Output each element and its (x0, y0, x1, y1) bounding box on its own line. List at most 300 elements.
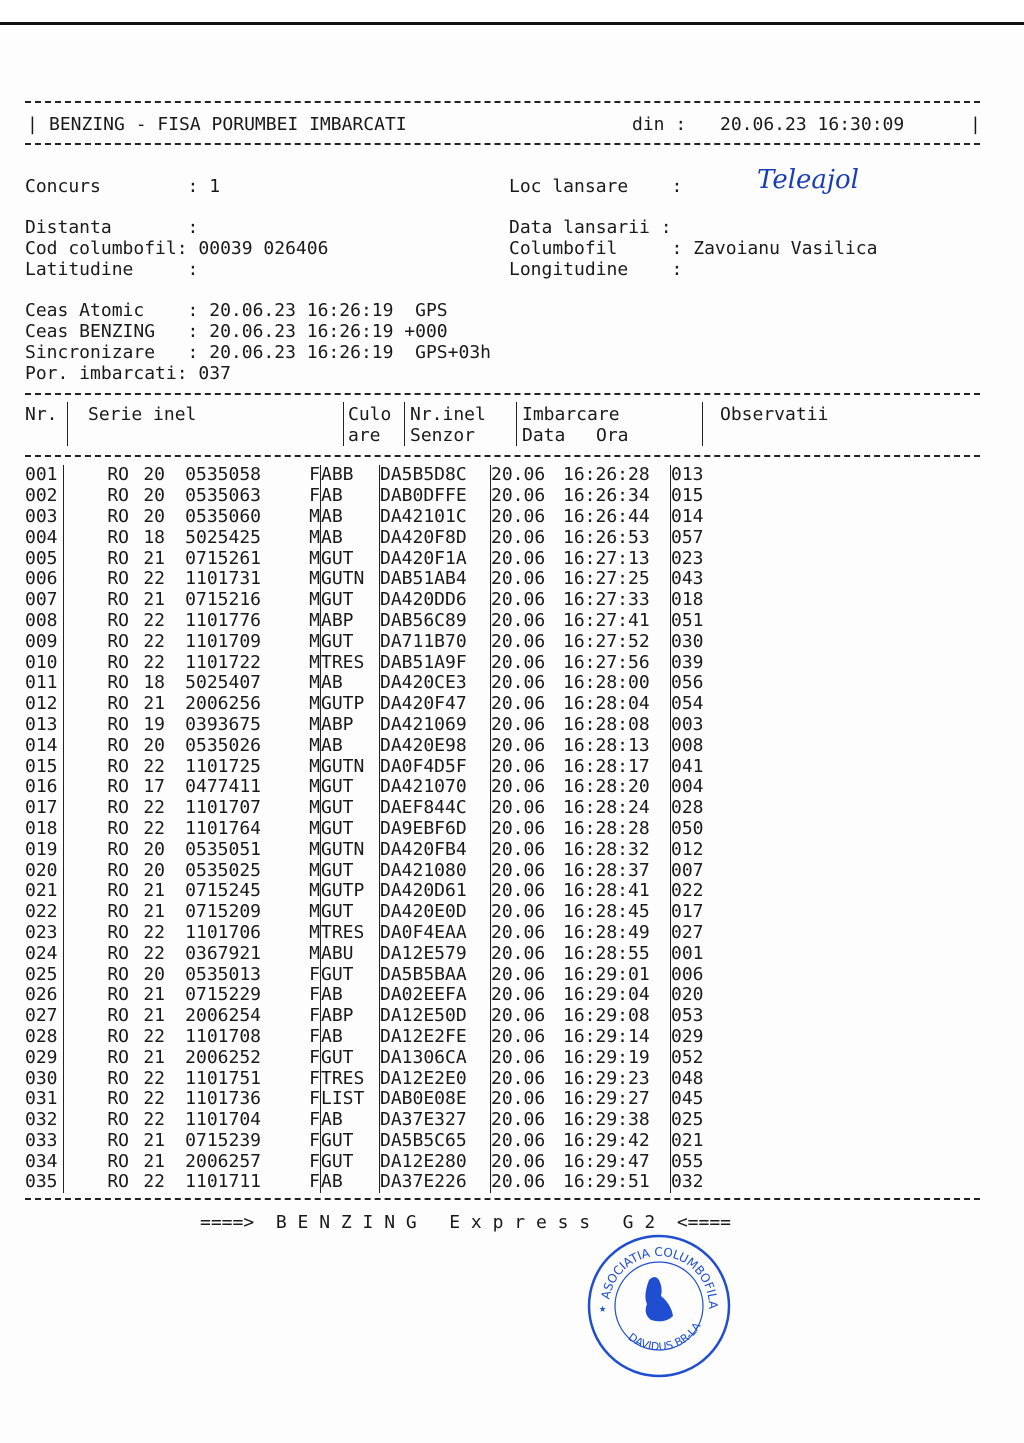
ring-country: RO (107, 1088, 129, 1110)
ring-number: 2006257 (185, 1150, 261, 1172)
embark-time: 16:29:04 (563, 985, 671, 1006)
sensor-id: DA1306CA (380, 1047, 491, 1068)
embark-time: 16:28:45 (563, 902, 671, 923)
row-number: 018 (25, 819, 64, 840)
ring-number: 1101764 (185, 817, 261, 839)
color: AB (321, 507, 380, 528)
ring-year: 20 (143, 464, 165, 486)
ring-country: RO (107, 1109, 129, 1131)
embark-date: 20.06 (491, 963, 546, 985)
embark-time: 16:28:08 (563, 715, 671, 736)
table-row (25, 881, 704, 902)
color: ABP (321, 611, 380, 632)
embark-time: 16:28:00 (563, 673, 671, 694)
embark-date: 20.06 (491, 485, 546, 507)
pigeon-table (25, 465, 704, 1193)
embark-time: 16:29:27 (563, 1089, 671, 1110)
embark-time: 16:28:41 (563, 881, 671, 902)
ring-number: 0535025 (185, 859, 261, 881)
observation: 053 (671, 1005, 704, 1027)
embark-time: 16:29:23 (563, 1068, 671, 1089)
embark-time: 16:28:17 (563, 756, 671, 777)
sensor-id: DAB56C89 (380, 611, 491, 632)
ring-country: RO (107, 651, 129, 673)
embark-date: 20.06 (491, 1109, 546, 1131)
embark-date: 20.06 (491, 734, 546, 756)
embark-date: 20.06 (491, 713, 546, 735)
ring-country: RO (107, 713, 129, 735)
sex: M (261, 652, 321, 673)
columbofil-field: Columbofil : Zavoianu Vasilica (509, 238, 878, 259)
sex: M (261, 798, 321, 819)
sex: F (261, 1027, 321, 1048)
ring-number: 1101731 (185, 568, 261, 590)
table-row (25, 673, 704, 694)
color: TRES (321, 652, 380, 673)
ring-country: RO (107, 1171, 129, 1193)
embark-date: 20.06 (491, 817, 546, 839)
embark-date: 20.06 (491, 1171, 546, 1193)
stamp-bottom-text: DAVIDUS BR-LA (625, 1320, 704, 1354)
header-bottom-rule (25, 143, 980, 145)
loc-lansare-handwritten: Teleajol (757, 165, 859, 195)
embark-time: 16:28:37 (563, 860, 671, 881)
sex: F (261, 985, 321, 1006)
ring-year: 18 (143, 672, 165, 694)
embark-date: 20.06 (491, 859, 546, 881)
embark-date: 20.06 (491, 921, 546, 943)
embark-time: 16:28:32 (563, 839, 671, 860)
ring-country: RO (107, 1025, 129, 1047)
ring-number: 5025425 (185, 526, 261, 548)
ring-number: 1101722 (185, 651, 261, 673)
ring-number: 0715209 (185, 901, 261, 923)
sensor-id: DA0F4D5F (380, 756, 491, 777)
scan-top-edge (0, 0, 1024, 25)
sex: M (261, 527, 321, 548)
observation: 039 (671, 651, 704, 673)
ring-year: 20 (143, 734, 165, 756)
embark-time: 16:28:49 (563, 923, 671, 944)
embark-date: 20.06 (491, 838, 546, 860)
observation: 056 (671, 672, 704, 694)
sensor-id: DAB51AB4 (380, 569, 491, 590)
embark-date: 20.06 (491, 526, 546, 548)
row-number: 023 (25, 923, 64, 944)
embark-date: 20.06 (491, 984, 546, 1006)
ring-number: 2006254 (185, 1005, 261, 1027)
embark-date: 20.06 (491, 693, 546, 715)
observation: 045 (671, 1088, 704, 1110)
sensor-id: DAB0E08E (380, 1089, 491, 1110)
sensor-id: DA37E226 (380, 1172, 491, 1193)
col-nr-inel: Nr.inel (410, 404, 486, 425)
row-number: 033 (25, 1131, 64, 1152)
row-number: 011 (25, 673, 64, 694)
ring-number: 0535051 (185, 838, 261, 860)
ring-year: 21 (143, 589, 165, 611)
ring-country: RO (107, 734, 129, 756)
sensor-id: DA420F1A (380, 548, 491, 569)
embark-time: 16:29:38 (563, 1110, 671, 1131)
sex: F (261, 1110, 321, 1131)
observation: 050 (671, 817, 704, 839)
ring-country: RO (107, 1005, 129, 1027)
color: GUT (321, 964, 380, 985)
embark-time: 16:27:33 (563, 590, 671, 611)
sensor-id: DAEF844C (380, 798, 491, 819)
row-number: 008 (25, 611, 64, 632)
ring-number: 2006252 (185, 1046, 261, 1068)
observation: 014 (671, 505, 704, 527)
ring-number: 1101706 (185, 921, 261, 943)
embark-time: 16:27:25 (563, 569, 671, 590)
sex: M (261, 590, 321, 611)
observation: 055 (671, 1150, 704, 1172)
embark-date: 20.06 (491, 505, 546, 527)
row-number: 003 (25, 507, 64, 528)
sex: M (261, 735, 321, 756)
ring-country: RO (107, 547, 129, 569)
ring-country: RO (107, 1129, 129, 1151)
star-icon: ★ (599, 1301, 607, 1315)
embark-date: 20.06 (491, 630, 546, 652)
color: LIST (321, 1089, 380, 1110)
sensor-id: DA5B5C65 (380, 1131, 491, 1152)
observation: 054 (671, 693, 704, 715)
embark-date: 20.06 (491, 1088, 546, 1110)
sensor-id: DA12E50D (380, 1006, 491, 1027)
observation: 008 (671, 734, 704, 756)
ring-number: 0535063 (185, 485, 261, 507)
table-row (25, 631, 704, 652)
ring-country: RO (107, 817, 129, 839)
observation: 015 (671, 485, 704, 507)
embark-date: 20.06 (491, 776, 546, 798)
embark-date: 20.06 (491, 547, 546, 569)
observation: 041 (671, 755, 704, 777)
table-row (25, 964, 704, 985)
ring-number: 0535013 (185, 963, 261, 985)
ring-year: 21 (143, 1150, 165, 1172)
sensor-id: DA5B5D8C (380, 465, 491, 486)
ring-number: 1101751 (185, 1067, 261, 1089)
embark-time: 16:29:51 (563, 1172, 671, 1193)
embark-date: 20.06 (491, 942, 546, 964)
observation: 032 (671, 1171, 704, 1193)
row-number: 002 (25, 486, 64, 507)
col-divider (404, 402, 405, 446)
ring-year: 18 (143, 526, 165, 548)
footer-brand: ====> B E N Z I N G E x p r e s s G 2 <==== (200, 1212, 732, 1233)
ring-country: RO (107, 755, 129, 777)
row-number: 032 (25, 1110, 64, 1131)
observation: 007 (671, 859, 704, 881)
ring-number: 1101709 (185, 630, 261, 652)
sex: M (261, 631, 321, 652)
embark-date: 20.06 (491, 464, 546, 486)
row-number: 016 (25, 777, 64, 798)
row-number: 004 (25, 527, 64, 548)
ring-number: 0535026 (185, 734, 261, 756)
row-number: 024 (25, 943, 64, 964)
color: AB (321, 1110, 380, 1131)
row-number: 027 (25, 1006, 64, 1027)
ring-year: 22 (143, 797, 165, 819)
ring-number: 0715229 (185, 984, 261, 1006)
date-label: din : (632, 114, 687, 135)
embark-time: 16:29:47 (563, 1151, 671, 1172)
ceas-atomic-field: Ceas Atomic : 20.06.23 16:26:19 GPS (25, 300, 448, 321)
col-senzor: Senzor (410, 425, 476, 446)
latitudine-field: Latitudine : (25, 259, 199, 280)
sex: M (261, 548, 321, 569)
table-row (25, 839, 704, 860)
table-row (25, 1110, 704, 1131)
ring-number: 0367921 (185, 942, 261, 964)
header-top-rule (25, 101, 980, 103)
table-row (25, 1151, 704, 1172)
observation: 057 (671, 526, 704, 548)
ring-year: 20 (143, 505, 165, 527)
embark-time: 16:27:13 (563, 548, 671, 569)
embark-time: 16:28:20 (563, 777, 671, 798)
table-row (25, 1131, 704, 1152)
row-number: 026 (25, 985, 64, 1006)
sensor-id: DA711B70 (380, 631, 491, 652)
embark-date: 20.06 (491, 1150, 546, 1172)
header-left-bar: | (27, 114, 38, 135)
ring-country: RO (107, 1150, 129, 1172)
row-number: 022 (25, 902, 64, 923)
ring-year: 20 (143, 859, 165, 881)
sensor-id: DA02EEFA (380, 985, 491, 1006)
table-row (25, 1068, 704, 1089)
embark-date: 20.06 (491, 568, 546, 590)
table-row (25, 819, 704, 840)
sensor-id: DA12E280 (380, 1151, 491, 1172)
observation: 012 (671, 838, 704, 860)
observation: 013 (671, 464, 704, 486)
ring-country: RO (107, 776, 129, 798)
ring-country: RO (107, 880, 129, 902)
sensor-id: DAB51A9F (380, 652, 491, 673)
ring-year: 19 (143, 713, 165, 735)
color: GUTN (321, 839, 380, 860)
embark-time: 16:29:08 (563, 1006, 671, 1027)
sex: M (261, 715, 321, 736)
col-culoare-1: Culo (348, 404, 392, 425)
sex: M (261, 756, 321, 777)
ring-number: 0393675 (185, 713, 261, 735)
sex: F (261, 1172, 321, 1193)
ring-number: 1101708 (185, 1025, 261, 1047)
concurs-field: Concurs : 1 (25, 176, 221, 197)
sensor-id: DAB0DFFE (380, 486, 491, 507)
ring-year: 21 (143, 880, 165, 902)
color: ABP (321, 715, 380, 736)
observation: 022 (671, 880, 704, 902)
ring-country: RO (107, 838, 129, 860)
embark-time: 16:26:34 (563, 486, 671, 507)
col-divider (516, 402, 517, 446)
ring-year: 20 (143, 485, 165, 507)
embark-time: 16:26:44 (563, 507, 671, 528)
ring-country: RO (107, 693, 129, 715)
sensor-id: DA420E0D (380, 902, 491, 923)
table-row (25, 777, 704, 798)
embark-date: 20.06 (491, 797, 546, 819)
ring-country: RO (107, 672, 129, 694)
pigeon-table-body (25, 465, 704, 1193)
table-row (25, 569, 704, 590)
sensor-id: DA421069 (380, 715, 491, 736)
row-number: 001 (25, 465, 64, 486)
observation: 018 (671, 589, 704, 611)
ring-year: 20 (143, 963, 165, 985)
sex: M (261, 777, 321, 798)
col-observatii: Observatii (720, 404, 829, 425)
sex: M (261, 611, 321, 632)
ring-year: 22 (143, 817, 165, 839)
color: GUT (321, 590, 380, 611)
ring-year: 17 (143, 776, 165, 798)
color: ABB (321, 465, 380, 486)
row-number: 030 (25, 1068, 64, 1089)
ring-number: 1101704 (185, 1109, 261, 1131)
color: GUTP (321, 881, 380, 902)
sex: F (261, 1006, 321, 1027)
ring-year: 22 (143, 630, 165, 652)
table-row (25, 1172, 704, 1193)
sensor-id: DA420E98 (380, 735, 491, 756)
ring-number: 0715239 (185, 1129, 261, 1151)
ring-country: RO (107, 609, 129, 631)
row-number: 034 (25, 1151, 64, 1172)
sensor-id: DA42101C (380, 507, 491, 528)
embark-date: 20.06 (491, 901, 546, 923)
ring-number: 0535060 (185, 505, 261, 527)
ring-year: 21 (143, 901, 165, 923)
ring-number: 5025407 (185, 672, 261, 694)
embark-date: 20.06 (491, 1005, 546, 1027)
sex: F (261, 1047, 321, 1068)
sensor-id: DA420CE3 (380, 673, 491, 694)
sensor-id: DA420F8D (380, 527, 491, 548)
sex: F (261, 486, 321, 507)
ring-number: 0535058 (185, 464, 261, 486)
sex: M (261, 673, 321, 694)
row-number: 019 (25, 839, 64, 860)
table-row (25, 694, 704, 715)
club-stamp (585, 1232, 733, 1380)
observation: 051 (671, 609, 704, 631)
color: GUT (321, 777, 380, 798)
sensor-id: DA421080 (380, 860, 491, 881)
sex: F (261, 1089, 321, 1110)
sensor-id: DA0F4EAA (380, 923, 491, 944)
por-imbarcati-field: Por. imbarcati: 037 (25, 363, 231, 384)
embark-date: 20.06 (491, 880, 546, 902)
col-imbarcare: Imbarcare (522, 404, 620, 425)
ring-country: RO (107, 526, 129, 548)
sex: F (261, 465, 321, 486)
color: TRES (321, 923, 380, 944)
row-number: 014 (25, 735, 64, 756)
table-header-bottom-rule (25, 455, 980, 457)
sex: M (261, 839, 321, 860)
embark-date: 20.06 (491, 1025, 546, 1047)
embark-date: 20.06 (491, 1046, 546, 1068)
sex: M (261, 569, 321, 590)
sex: M (261, 507, 321, 528)
color: AB (321, 1172, 380, 1193)
embark-time: 16:29:01 (563, 964, 671, 985)
sex: M (261, 694, 321, 715)
table-row (25, 715, 704, 736)
ring-year: 22 (143, 1025, 165, 1047)
sensor-id: DA421070 (380, 777, 491, 798)
ring-country: RO (107, 589, 129, 611)
sex: M (261, 943, 321, 964)
table-row (25, 1047, 704, 1068)
ring-country: RO (107, 963, 129, 985)
row-number: 012 (25, 694, 64, 715)
embark-time: 16:26:53 (563, 527, 671, 548)
sex: M (261, 923, 321, 944)
sensor-id: DA12E2E0 (380, 1068, 491, 1089)
sex: M (261, 860, 321, 881)
observation: 028 (671, 797, 704, 819)
sensor-id: DA9EBF6D (380, 819, 491, 840)
color: GUT (321, 798, 380, 819)
color: AB (321, 735, 380, 756)
ring-year: 22 (143, 1171, 165, 1193)
embark-time: 16:26:28 (563, 465, 671, 486)
embark-time: 16:28:04 (563, 694, 671, 715)
embark-time: 16:27:41 (563, 611, 671, 632)
row-number: 028 (25, 1027, 64, 1048)
embark-date: 20.06 (491, 672, 546, 694)
table-row (25, 1006, 704, 1027)
ring-year: 20 (143, 838, 165, 860)
observation: 052 (671, 1046, 704, 1068)
ring-number: 1101736 (185, 1088, 261, 1110)
embark-date: 20.06 (491, 651, 546, 673)
ring-country: RO (107, 1067, 129, 1089)
sex: M (261, 881, 321, 902)
row-number: 029 (25, 1047, 64, 1068)
row-number: 017 (25, 798, 64, 819)
pigeon-icon (645, 1277, 673, 1321)
sensor-id: DA420FB4 (380, 839, 491, 860)
color: GUT (321, 631, 380, 652)
print-datetime: 20.06.23 16:30:09 (720, 114, 905, 135)
ring-year: 22 (143, 651, 165, 673)
color: TRES (321, 1068, 380, 1089)
ring-year: 22 (143, 755, 165, 777)
ring-country: RO (107, 464, 129, 486)
ring-country: RO (107, 901, 129, 923)
sensor-id: DA420F47 (380, 694, 491, 715)
table-row (25, 465, 704, 486)
embark-time: 16:28:24 (563, 798, 671, 819)
embark-time: 16:29:19 (563, 1047, 671, 1068)
color: ABP (321, 1006, 380, 1027)
observation: 017 (671, 901, 704, 923)
table-row (25, 590, 704, 611)
sex: F (261, 1131, 321, 1152)
